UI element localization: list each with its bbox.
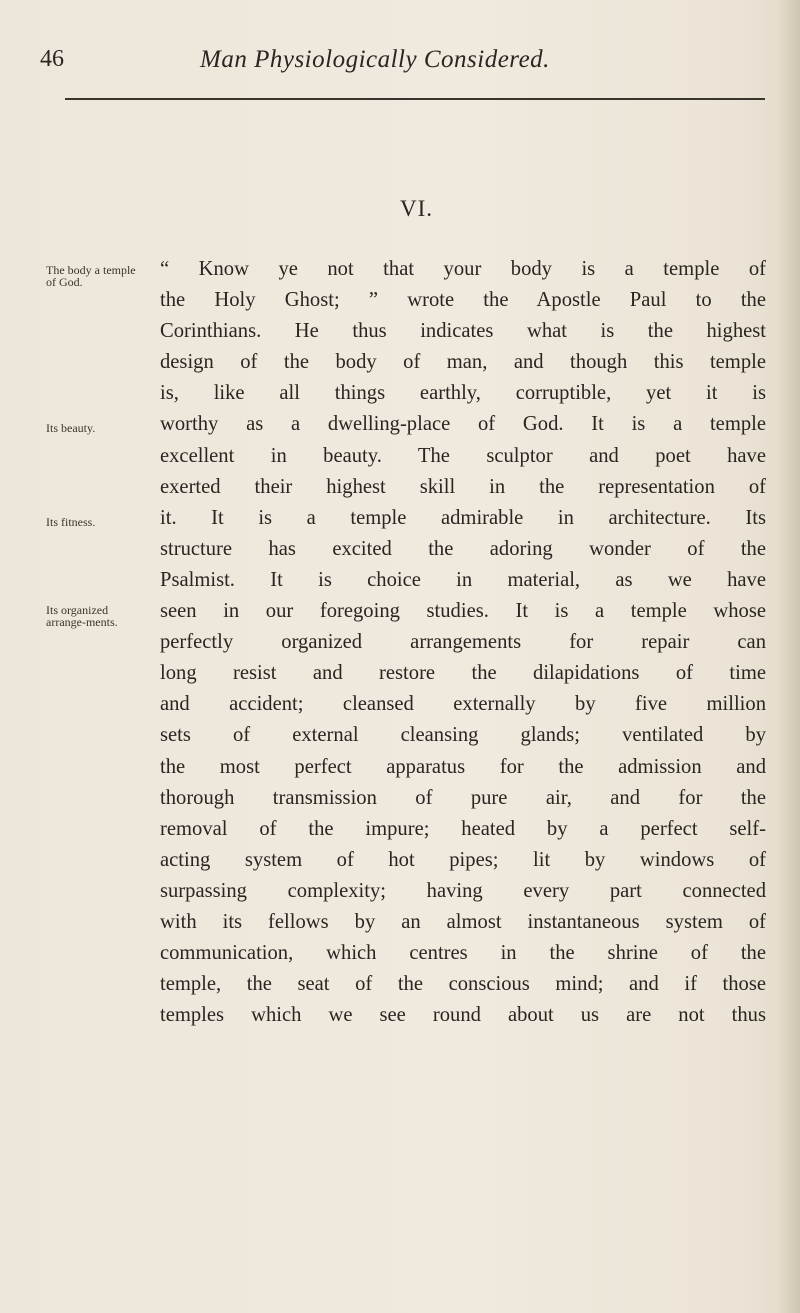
text-line: it. It is a temple admirable in architecture. Its (160, 506, 766, 529)
text-line: surpassing complexity; having every part connected (160, 879, 766, 902)
sidenote-organized-arrangements: Its organized arrange-ments. (46, 603, 118, 629)
text-line: Psalmist. It is choice in material, as we have (160, 568, 766, 591)
page-edge-shadow (778, 0, 800, 1313)
sidenote-temple-of-god: The body a temple of God. (46, 263, 136, 289)
section-number: VI. (400, 196, 434, 221)
text-line: worthy as a dwelling-place of God. It is a temple (160, 413, 766, 436)
text-line: exerted their highest skill in the representation of (160, 475, 766, 498)
text-line: thorough transmission of pure air, and for the (160, 786, 766, 809)
running-head: Man Physiologically Considered. (200, 46, 550, 73)
text-line: the most perfect apparatus for the admission and (160, 755, 766, 778)
text-line: acting system of hot pipes; lit by windows of (160, 848, 766, 871)
text-line: Corinthians. He thus indicates what is the highest (160, 320, 766, 343)
text-line: with its fellows by an almost instantaneous system of (160, 910, 766, 933)
text-line: is, like all things earthly, corruptible, yet it is (160, 382, 766, 405)
text-line: long resist and restore the dilapidations of time (160, 662, 766, 685)
text-line: design of the body of man, and though this temple (160, 351, 766, 374)
sidenote-fitness: Its fitness. (46, 515, 96, 529)
text-line: structure has excited the adoring wonder of the (160, 537, 766, 560)
text-line: sets of external cleansing glands; ventilated by (160, 724, 766, 747)
sidenote-beauty: Its beauty. (46, 421, 96, 435)
page-header (40, 46, 780, 86)
page-number: 46 (40, 46, 64, 72)
text-line: the Holy Ghost; ” wrote the Apostle Paul to the (160, 289, 766, 312)
body-paragraph (160, 254, 766, 1031)
text-line: removal of the impure; heated by a perfect self- (160, 817, 766, 840)
text-line: temple, the seat of the conscious mind; and if those (160, 973, 766, 996)
text-line: “ Know ye not that your body is a temple of (160, 258, 766, 280)
text-line: excellent in beauty. The sculptor and poet have (160, 444, 766, 467)
text-line: and accident; cleansed externally by five million (160, 693, 766, 716)
text-line: perfectly organized arrangements for repair can (160, 631, 766, 654)
text-line: temples which we see round about us are not thus (160, 1004, 766, 1027)
text-line: communication, which centres in the shrine of the (160, 942, 766, 965)
header-rule (65, 98, 765, 100)
text-line: seen in our foregoing studies. It is a temple whose (160, 600, 766, 623)
